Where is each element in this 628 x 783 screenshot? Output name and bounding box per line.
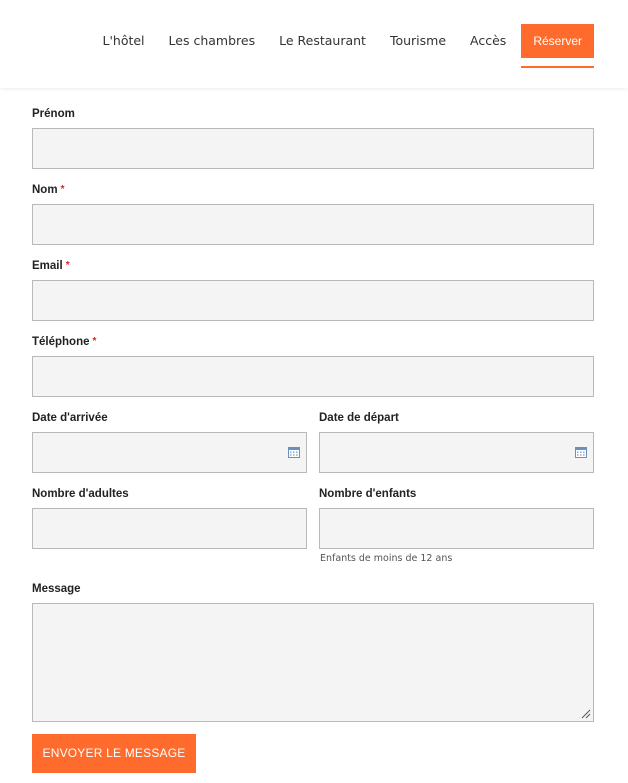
required-mark: * <box>60 184 65 195</box>
required-mark: * <box>92 336 97 347</box>
calendar-icon[interactable] <box>575 447 587 458</box>
adults-label: Nombre d'adultes <box>32 488 129 500</box>
children-hint: Enfants de moins de 12 ans <box>320 553 453 564</box>
nom-input[interactable] <box>32 204 594 245</box>
reserve-wrap <box>521 24 594 58</box>
nav-item-tourisme[interactable]: Tourisme <box>389 33 447 48</box>
site-header <box>0 0 628 88</box>
telephone-label: Téléphone * <box>32 336 97 348</box>
telephone-input[interactable] <box>32 356 594 397</box>
message-label: Message <box>32 583 81 595</box>
message-textarea[interactable] <box>32 603 594 722</box>
required-mark: * <box>65 260 70 271</box>
resize-handle-icon[interactable] <box>579 707 591 719</box>
arrival-date-label: Date d'arrivée <box>32 412 108 424</box>
nom-label: Nom * <box>32 184 65 196</box>
prenom-label: Prénom <box>32 108 75 120</box>
active-underline <box>521 66 594 68</box>
departure-date-label: Date de départ <box>319 412 399 424</box>
adults-input[interactable] <box>32 508 307 549</box>
calendar-icon[interactable] <box>288 447 300 458</box>
reserve-button[interactable]: Réserver <box>521 24 594 58</box>
prenom-input[interactable] <box>32 128 594 169</box>
nav-item-chambres[interactable]: Les chambres <box>168 33 256 48</box>
submit-button[interactable]: ENVOYER LE MESSAGE <box>32 734 196 773</box>
departure-date-input[interactable] <box>319 432 594 473</box>
main-nav <box>103 24 595 58</box>
children-input[interactable] <box>319 508 594 549</box>
email-label: Email * <box>32 260 70 272</box>
email-input[interactable] <box>32 280 594 321</box>
children-label: Nombre d'enfants <box>319 488 417 500</box>
nav-item-acces[interactable]: Accès <box>470 33 507 48</box>
arrival-date-input[interactable] <box>32 432 307 473</box>
nav-item-restaurant[interactable]: Le Restaurant <box>279 33 366 48</box>
nav-item-hotel[interactable]: L'hôtel <box>102 33 145 48</box>
